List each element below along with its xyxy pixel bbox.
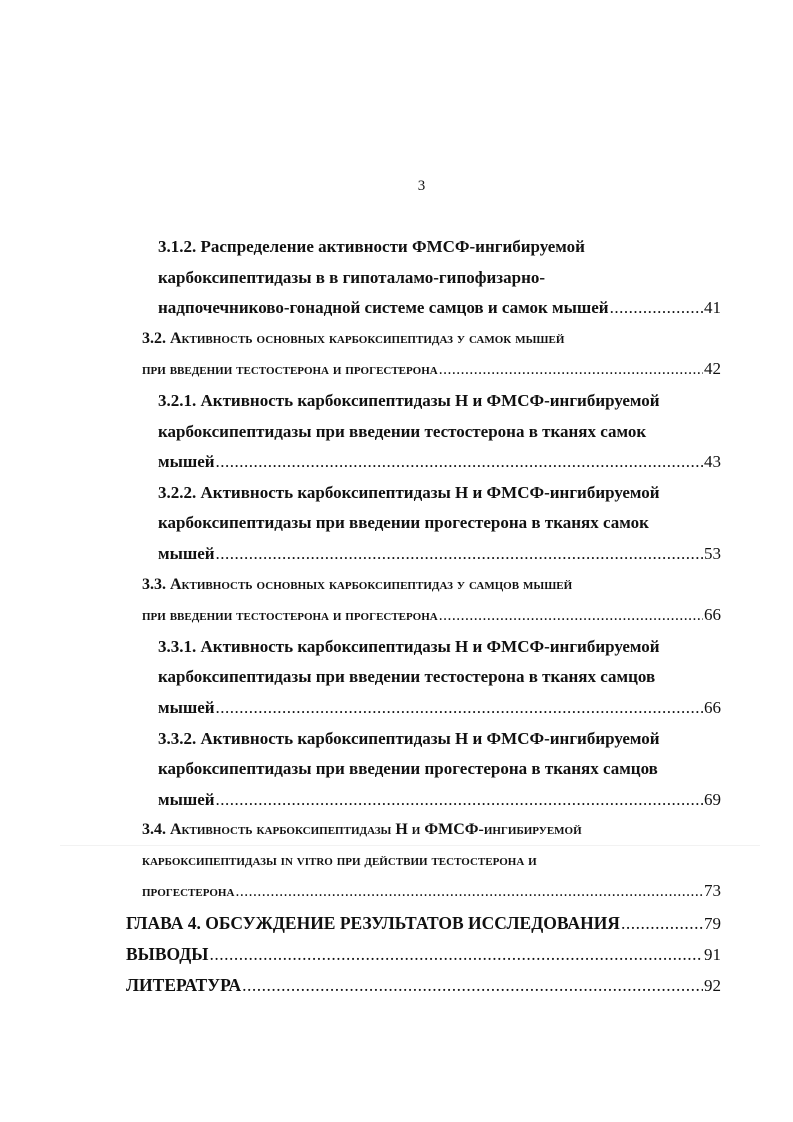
toc-entry-3-2-2[interactable] [158,478,721,570]
toc-entry-title-end: ВЫВОДЫ [126,944,209,965]
toc-entry-title-end: ГЛАВА 4. ОБСУЖДЕНИЕ РЕЗУЛЬТАТОВ ИССЛЕДОВАНИЯ [126,913,620,934]
toc-entry-3-3-1[interactable] [158,632,721,724]
toc-entry-line: 3.3.2. Активность карбоксипептидазы Н и ФМСФ-ингибируемой [158,728,660,748]
dot-leader [621,908,703,939]
toc-entry-3-4[interactable] [142,815,721,908]
dot-leader [216,447,703,478]
toc-entry-chapter-4[interactable] [126,908,721,939]
toc-entry-title-end: мышей [158,543,215,563]
toc-entry-3-1-2[interactable] [158,232,721,324]
toc-entry-title-end: при введении тестостерона и прогестерона [142,607,438,625]
toc-page-number: 43 [704,452,721,472]
dot-leader [439,355,703,386]
toc-entry-line: 3.3.1. Активность карбоксипептидазы Н и ФМСФ-ингибируемой [158,636,660,656]
toc-entry-literature[interactable] [126,970,721,1001]
toc-entry-line: карбоксипептидазы при введении прогестерона в тканях самок [158,513,649,533]
toc-entry-last-line [158,785,721,816]
toc-entry-title-end: мышей [158,789,215,809]
toc-page-number: 92 [704,976,721,996]
toc-entry-last-line [158,693,721,724]
toc-entry-line: 3.2. Активность основных карбоксипептидаз у самок мышей [142,329,565,347]
toc-page-number: 69 [704,789,721,809]
toc-page-number: 42 [704,359,721,379]
toc-entry-line: карбоксипептидазы в в гипоталамо-гипофизарно- [158,267,546,287]
dot-leader [610,293,703,324]
toc-entry-line: карбоксипептидазы при введении прогестерона в тканях самцов [158,759,658,779]
toc-page-number: 53 [704,543,721,563]
toc-entry-line: карбоксипептидазы при введении тестостерона в тканях самцов [158,667,656,687]
dot-leader [216,539,703,570]
toc-entry-last-line [126,908,721,939]
toc-entry-line: карбоксипептидазы in vitro при действии тестостерона и [142,851,537,869]
toc-entry-last-line [126,970,721,1001]
dot-leader [216,785,703,816]
toc-entry-last-line [142,876,721,908]
toc-entry-title-end: при введении тестостерона и прогестерона [142,361,438,379]
toc-page-number: 66 [704,605,721,625]
toc-entry-3-3[interactable] [142,570,721,632]
toc-entry-3-2[interactable] [142,324,721,386]
toc-entry-line: 3.3. Активность основных карбоксипептидаз у самцов мышей [142,575,573,593]
toc-entry-last-line [126,939,721,970]
page-number: 3 [417,178,426,194]
toc-entry-last-line [158,293,721,324]
toc-entry-line: карбоксипептидазы при введении тестостерона в тканях самок [158,421,647,441]
toc-page-number: 91 [704,945,721,965]
dot-leader [216,693,703,724]
toc-page-number: 66 [704,697,721,717]
table-of-contents [0,232,793,1001]
toc-entry-last-line [158,447,721,478]
toc-page-number: 73 [704,881,721,901]
toc-entry-last-line [142,600,721,632]
toc-entry-last-line [158,539,721,570]
dot-leader [242,970,703,1001]
toc-entry-title-end: мышей [158,697,215,717]
toc-entry-title-end: мышей [158,452,215,472]
toc-entry-line: 3.2.1. Активность карбоксипептидазы Н и ФМСФ-ингибируемой [158,390,660,410]
dot-leader [439,601,703,632]
toc-entry-conclusions[interactable] [126,939,721,970]
toc-entry-title-end: ЛИТЕРАТУРА [126,975,242,996]
toc-entry-3-3-2[interactable] [158,724,721,816]
toc-entry-title-end: прогестерона [142,883,235,901]
toc-entry-last-line [142,354,721,386]
toc-page-number: 41 [704,298,721,318]
dot-leader [210,939,704,970]
toc-page-number: 79 [704,914,721,934]
toc-entry-line: 3.4. Активность карбоксипептидазы Н и ФМСФ-ингибируемой [142,821,582,839]
dot-leader [235,877,703,908]
toc-entry-line: 3.1.2. Распределение активности ФМСФ-ингибируемой [158,237,585,256]
toc-entry-3-2-1[interactable] [158,386,721,478]
toc-entry-title-end: надпочечниково-гонадной системе самцов и самок мышей [158,298,609,318]
toc-entry-line: 3.2.2. Активность карбоксипептидазы Н и ФМСФ-ингибируемой [158,482,660,502]
